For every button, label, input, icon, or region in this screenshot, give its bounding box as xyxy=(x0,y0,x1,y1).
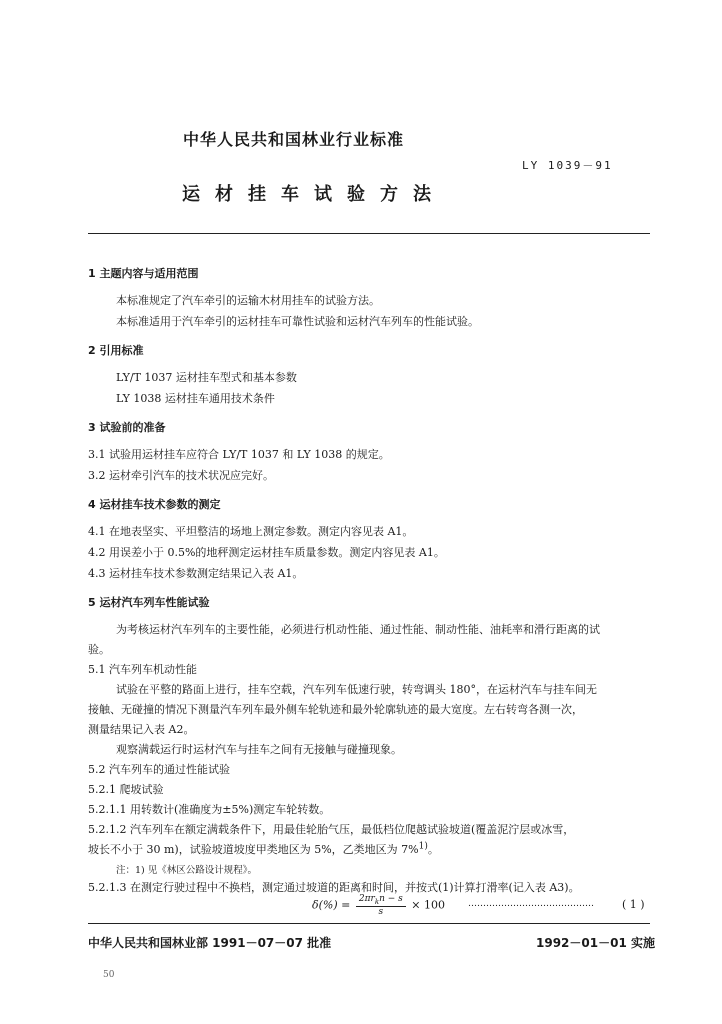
clause-5-2-1-3: 5.2.1.3 在测定行驶过程中不换档，测定通过坡道的距离和时间，并按式(1)计算打滑率(记入表 A3)。 xyxy=(88,881,580,894)
section-3-heading: 3 试验前的准备 xyxy=(88,421,166,434)
clause-5-1-heading: 5.1 汽车列车机动性能 xyxy=(88,663,197,676)
standard-code: LY 1039－91 xyxy=(522,159,613,172)
clause-5-2-1-2-line-2 xyxy=(88,841,439,857)
footnote: 注：1) 见《林区公路设计规程》。 xyxy=(116,865,258,876)
clause-3-2: 3.2 运材牵引汽车的技术状况应完好。 xyxy=(88,469,274,482)
equation-fraction xyxy=(356,894,406,917)
section-4-heading: 4 运材挂车技术参数的测定 xyxy=(88,498,221,511)
equation-number: ( 1 ) xyxy=(622,898,645,911)
footnote-marker: 1) xyxy=(418,841,428,852)
clause-5-1-observation: 观察满载运行时运材汽车与挂车之间有无接触与碰撞现象。 xyxy=(116,743,402,756)
section-5-intro-line-1: 为考核运材汽车列车的主要性能，必须进行机动性能、通过性能、制动性能、油耗率和滑行距离的试 xyxy=(116,623,600,636)
standard-title: 中华人民共和国林业行业标准 xyxy=(183,130,405,149)
clause-4-1: 4.1 在地表坚实、平坦整洁的场地上测定参数。测定内容见表 A1。 xyxy=(88,525,414,538)
equation-lhs: δ(%) = xyxy=(312,898,351,912)
clause-5-2-1-1: 5.2.1.1 用转数计(准确度为±5%)测定车轮转数。 xyxy=(88,803,331,816)
approval-line: 中华人民共和国林业部 1991－07－07 批准 xyxy=(88,936,332,950)
equation-leader-dots: …………………………………… xyxy=(468,899,594,909)
clause-4-2: 4.2 用误差小于 0.5%的地秤测定运材挂车质量参数。测定内容见表 A1。 xyxy=(88,546,445,559)
section-2-heading: 2 引用标准 xyxy=(88,344,144,357)
clause-5-1-line-2: 接触、无碰撞的情况下测量汽车列车最外侧车轮轨迹和最外轮廓轨迹的最大宽度。左右转弯各测一次， xyxy=(88,703,583,716)
clause-5-2-1-2-text: 坡长不小于 30 m)，试验坡道坡度甲类地区为 5%，乙类地区为 7% xyxy=(88,843,419,856)
section-5-intro-line-2: 验。 xyxy=(88,643,110,656)
section-5-heading: 5 运材汽车列车性能试验 xyxy=(88,596,210,609)
document-title: 运材挂车试验方法 xyxy=(182,184,446,205)
equation-numerator: $2\pi r_kn - s$ xyxy=(356,894,406,907)
section-1-paragraph-1: 本标准规定了汽车牵引的运输木材用挂车的试验方法。 xyxy=(116,294,380,307)
equation-rhs: × 100 xyxy=(411,898,445,912)
clause-5-2-heading: 5.2 汽车列车的通过性能试验 xyxy=(88,763,230,776)
reference-item-2: LY 1038 运材挂车通用技术条件 xyxy=(116,392,275,405)
clause-4-3: 4.3 运材挂车技术参数测定结果记入表 A1。 xyxy=(88,567,304,580)
bottom-divider xyxy=(88,923,650,924)
clause-5-1-line-1: 试验在平整的路面上进行，挂车空载，汽车列车低速行驶，转弯调头 180°，在运材汽车与挂车间无 xyxy=(116,683,597,696)
clause-3-1: 3.1 试验用运材挂车应符合 LY/T 1037 和 LY 1038 的规定。 xyxy=(88,448,390,461)
section-1-heading: 1 主题内容与适用范围 xyxy=(88,267,199,280)
effective-date: 1992－01－01 实施 xyxy=(536,936,655,950)
equation-denominator: s xyxy=(378,906,384,917)
top-divider xyxy=(88,233,650,234)
equation-1 xyxy=(312,894,445,917)
reference-item-1: LY/T 1037 运材挂车型式和基本参数 xyxy=(116,371,297,384)
clause-5-2-1-heading: 5.2.1 爬坡试验 xyxy=(88,783,164,796)
section-1-paragraph-2: 本标准适用于汽车牵引的运材挂车可靠性试验和运材汽车列车的性能试验。 xyxy=(116,315,479,328)
clause-5-2-1-2-line-1: 5.2.1.2 汽车列车在额定满载条件下，用最佳轮胎气压，最低档位爬越试验坡道(覆盖泥泞层或冰雪， xyxy=(88,823,575,836)
clause-5-1-line-3: 测量结果记入表 A2。 xyxy=(88,723,195,736)
page-number: 50 xyxy=(103,970,115,980)
clause-5-2-1-2-end: 。 xyxy=(427,843,439,856)
